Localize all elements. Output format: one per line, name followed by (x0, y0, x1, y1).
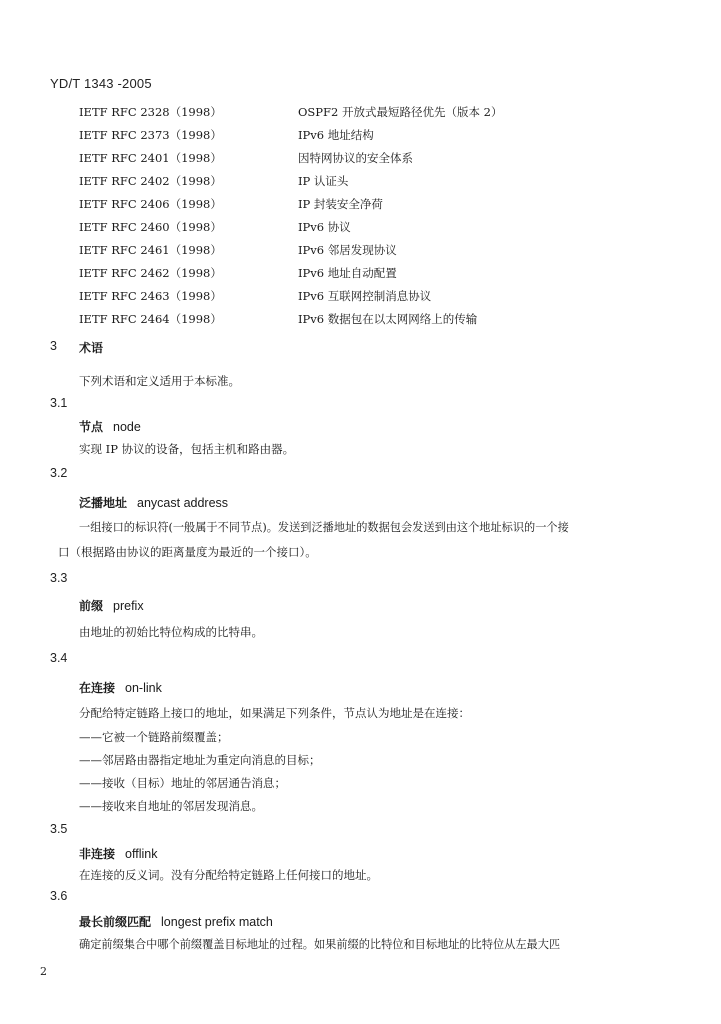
reference-row (0, 241, 721, 259)
reference-title: IPv6 协议 (298, 220, 351, 234)
term-definition: 由地址的初始比特位构成的比特串。 (79, 625, 263, 639)
reference-title: IPv6 互联网控制消息协议 (298, 289, 432, 303)
reference-row (0, 126, 721, 144)
term-heading (79, 494, 228, 511)
list-item: ——接收（目标）地址的邻居通告消息； (79, 776, 286, 790)
reference-title: 因特网协议的安全体系 (298, 151, 413, 165)
term-heading (79, 845, 157, 862)
term-definition-continued: 口（根据路由协议的距离量度为最近的一个接口）。 (58, 545, 317, 559)
term-heading (79, 597, 144, 614)
reference-code: IETF RFC 2402（1998） (79, 174, 222, 188)
term-number: 3.6 (50, 889, 68, 903)
term-definition: 分配给特定链路上接口的地址，如果满足下列条件，节点认为地址是在连接： (79, 706, 470, 720)
reference-title: IPv6 地址结构 (298, 128, 374, 142)
reference-row (0, 287, 721, 305)
reference-code: IETF RFC 2401（1998） (79, 151, 222, 165)
term-number: 3.2 (50, 466, 68, 480)
term-definition: 确定前缀集合中哪个前缀覆盖目标地址的过程。如果前缀的比特位和目标地址的比特位从左最大匹 (79, 938, 561, 951)
reference-code: IETF RFC 2373（1998） (79, 128, 222, 142)
reference-code: IETF RFC 2464（1998） (79, 312, 222, 326)
term-chinese: 泛播地址 (79, 496, 128, 510)
section-number: 3 (50, 339, 57, 353)
term-heading (79, 418, 141, 435)
reference-row (0, 218, 721, 236)
reference-code: IETF RFC 2463（1998） (79, 289, 222, 303)
term-number: 3.3 (50, 571, 68, 585)
reference-code: IETF RFC 2460（1998） (79, 220, 222, 234)
reference-title: IPv6 邻居发现协议 (298, 243, 397, 257)
reference-code: IETF RFC 2462（1998） (79, 266, 222, 280)
term-definition: 实现 IP 协议的设备，包括主机和路由器。 (79, 442, 295, 456)
reference-row (0, 195, 721, 213)
reference-title: IPv6 数据包在以太网网络上的传输 (298, 312, 478, 326)
term-english: anycast address (137, 496, 229, 510)
term-number: 3.1 (50, 396, 68, 410)
document-number: YD/T 1343 -2005 (50, 76, 152, 91)
reference-row (0, 172, 721, 190)
term-number: 3.4 (50, 651, 68, 665)
term-heading (79, 679, 162, 696)
reference-code: IETF RFC 2328（1998） (79, 105, 222, 119)
section-intro: 下列术语和定义适用于本标准。 (79, 374, 240, 388)
reference-title: IPv6 地址自动配置 (298, 266, 397, 280)
term-chinese: 最长前缀匹配 (79, 915, 152, 929)
term-english: on-link (125, 681, 162, 695)
term-english: longest prefix match (161, 915, 273, 929)
page-number: 2 (40, 965, 47, 978)
term-chinese: 非连接 (79, 847, 116, 861)
term-english: offlink (125, 847, 158, 861)
term-chinese: 前缀 (79, 599, 104, 613)
reference-code: IETF RFC 2461（1998） (79, 243, 222, 257)
reference-row (0, 103, 721, 121)
reference-row (0, 264, 721, 282)
section-title: 术语 (79, 341, 104, 355)
list-item: ——接收来自地址的邻居发现消息。 (79, 799, 263, 813)
term-heading (79, 913, 273, 930)
reference-row (0, 149, 721, 167)
term-definition: 在连接的反义词。没有分配给特定链路上任何接口的地址。 (79, 868, 378, 882)
term-english: node (113, 420, 141, 434)
list-item: ——它被一个链路前缀覆盖； (79, 730, 229, 744)
reference-row (0, 310, 721, 328)
term-chinese: 节点 (79, 420, 104, 434)
reference-title: OSPF2 开放式最短路径优先（版本 2） (298, 105, 503, 119)
term-definition: 一组接口的标识符(一般属于不同节点)。发送到泛播地址的数据包会发送到由这个地址标识的一个接 (79, 521, 569, 534)
reference-title: IP 认证头 (298, 174, 349, 188)
reference-title: IP 封装安全净荷 (298, 197, 383, 211)
term-chinese: 在连接 (79, 681, 116, 695)
term-number: 3.5 (50, 822, 68, 836)
list-item: ——邻居路由器指定地址为重定向消息的目标； (79, 753, 321, 767)
term-english: prefix (113, 599, 144, 613)
reference-code: IETF RFC 2406（1998） (79, 197, 222, 211)
